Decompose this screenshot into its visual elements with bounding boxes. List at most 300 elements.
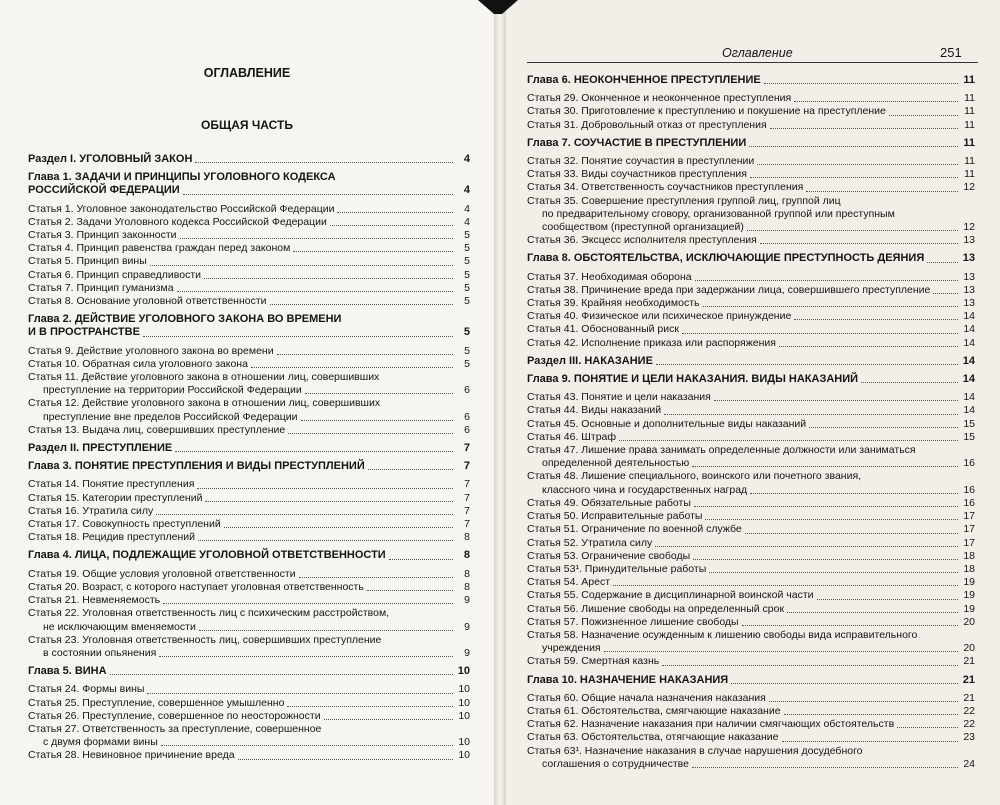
dot-leader: [742, 625, 958, 626]
toc-entry: [527, 92, 975, 105]
toc-page-number: 14: [963, 310, 975, 323]
dot-leader: [287, 706, 453, 707]
toc-entry: [527, 589, 975, 602]
toc-entry: [527, 444, 975, 457]
toc-page-number: 10: [458, 749, 470, 762]
dot-leader: [750, 493, 958, 494]
dot-leader: [238, 759, 453, 760]
toc-entry-text: Статья 61. Обстоятельства, смягчающие наказание: [527, 704, 781, 717]
toc-entry-text: Статья 63. Обстоятельства, отягчающие наказание: [527, 731, 779, 744]
toc-heading-entry: [28, 184, 470, 197]
toc-entry-text: Статья 39. Крайняя необходимость: [527, 297, 700, 310]
toc-page-number: 21: [963, 691, 975, 704]
toc-entry: [28, 621, 470, 634]
toc-entry-text: Статья 54. Арест: [527, 576, 611, 589]
dot-leader: [703, 306, 959, 307]
dot-leader: [664, 414, 958, 415]
toc-page-number: 8: [464, 531, 470, 544]
dot-leader: [787, 612, 958, 613]
toc-entry: [28, 634, 470, 647]
toc-page-number: 8: [463, 549, 470, 562]
toc-page-number: 12: [963, 221, 975, 234]
toc-page-number: 9: [464, 594, 470, 607]
toc-entry: [527, 323, 975, 336]
dot-leader: [809, 427, 958, 428]
dot-leader: [889, 115, 958, 116]
toc-entry-text: Статья 24. Формы вины: [28, 683, 145, 696]
toc-entry-text: Статья 9. Действие уголовного закона во времени: [28, 344, 274, 357]
dot-leader: [204, 278, 453, 279]
toc-entry-text: Статья 28. Невиновное причинение вреда: [28, 749, 235, 762]
toc-page-number: 13: [962, 252, 975, 265]
dot-leader: [205, 501, 453, 502]
toc-entry: [527, 284, 975, 297]
toc-page-number: 7: [464, 504, 470, 517]
toc-entry-text: Статья 7. Принцип гуманизма: [28, 281, 174, 294]
toc-entry-text: учреждения: [542, 642, 601, 655]
dot-leader: [779, 346, 958, 347]
dot-leader: [337, 212, 453, 213]
page-number: 251: [940, 45, 962, 60]
toc-entry-text: Статья 5. Принцип вины: [28, 255, 147, 268]
toc-entry: [28, 723, 470, 736]
toc-page-number: 5: [463, 326, 470, 339]
toc-entry: [527, 297, 975, 310]
toc-entry: [28, 229, 470, 242]
toc-entry: [527, 731, 975, 744]
toc-entry: [527, 195, 975, 208]
dot-leader: [159, 656, 453, 657]
toc-entry-text: Глава 4. ЛИЦА, ПОДЛЕЖАЩИЕ УГОЛОВНОЙ ОТВЕТСТВЕННОСТИ: [28, 549, 386, 562]
toc-entry: [527, 168, 975, 181]
toc-page-number: 14: [963, 336, 975, 349]
toc-entry-text: Статья 12. Действие уголовного закона в отношении лиц, совершивших: [28, 397, 381, 410]
toc-entry: [527, 537, 975, 550]
left-page: [0, 0, 494, 805]
toc-entry-text: Статья 17. Совокупность преступлений: [28, 518, 221, 531]
toc-entry-text: Раздел III. НАКАЗАНИЕ: [527, 354, 653, 367]
dot-leader: [693, 559, 958, 560]
toc-entry-text: соглашения о сотрудничестве: [542, 757, 689, 770]
toc-entry-text: Статья 11. Действие уголовного закона в отношении лиц, совершивших: [28, 371, 380, 384]
toc-entry-text: Статья 25. Преступление, совершенное умышленно: [28, 696, 285, 709]
toc-entry-text: Глава 6. НЕОКОНЧЕННОЕ ПРЕСТУПЛЕНИЕ: [527, 74, 761, 86]
toc-page-number: 5: [464, 229, 470, 242]
dot-leader: [745, 533, 958, 534]
toc-page-number: 14: [962, 373, 975, 386]
toc-entry: [527, 404, 975, 417]
dot-leader: [794, 319, 958, 320]
toc-page-number: 13: [963, 234, 975, 247]
toc-entry: [28, 397, 470, 410]
toc-page-number: 10: [458, 736, 470, 749]
toc-entry-text: Глава 2. ДЕЙСТВИЕ УГОЛОВНОГО ЗАКОНА ВО ВРЕМЕНИ: [28, 313, 342, 326]
toc-page-number: 13: [963, 283, 975, 296]
toc-entry-text: Статья 27. Ответственность за преступление, совершенное: [28, 722, 322, 735]
toc-page-number: 10: [458, 696, 470, 709]
toc-entry: [28, 384, 470, 397]
dot-leader: [197, 488, 453, 489]
dot-leader: [682, 333, 958, 334]
toc-entry: [28, 581, 470, 594]
toc-heading-entry: [28, 171, 470, 184]
dot-leader: [195, 162, 453, 163]
dot-leader: [692, 466, 958, 467]
toc-page-number: 6: [464, 423, 470, 436]
toc-entry: [28, 505, 470, 518]
dot-leader: [301, 420, 453, 421]
toc-entry-text: Статья 59. Смертная казнь: [527, 655, 660, 668]
toc-page-number: 7: [463, 460, 470, 473]
toc-entry: [527, 718, 975, 731]
toc-entry: [28, 749, 470, 762]
dot-leader: [655, 546, 958, 547]
toc-entry: [527, 391, 975, 404]
toc-page-number: 5: [464, 268, 470, 281]
toc-heading-entry: [28, 153, 470, 166]
toc-entry-text: Статья 35. Совершение преступления группой лиц, группой лиц: [527, 194, 841, 207]
toc-page-number: 8: [464, 580, 470, 593]
toc-page-number: 14: [963, 404, 975, 417]
dot-leader: [277, 354, 453, 355]
toc-entry-text: Глава 8. ОБСТОЯТЕЛЬСТВА, ИСКЛЮЧАЮЩИЕ ПРЕСТУПНОСТЬ ДЕЯНИЯ: [527, 252, 925, 265]
dot-leader: [782, 741, 958, 742]
toc-page-number: 11: [964, 118, 975, 131]
toc-heading-entry: [28, 460, 470, 473]
toc-page-number: 23: [963, 731, 975, 744]
toc-entry: [28, 710, 470, 723]
toc-entry-text: по предварительному сговору, организованной группой или преступным: [542, 207, 895, 220]
dot-leader: [389, 559, 453, 560]
toc-entry-text: преступление на территории Российской Федерации: [43, 384, 302, 397]
toc-entry-text: Статья 18. Рецидив преступлений: [28, 531, 196, 544]
toc-page-number: 10: [458, 709, 470, 722]
dot-leader: [770, 128, 958, 129]
toc-entry: [28, 203, 470, 216]
toc-heading-entry: [28, 313, 470, 326]
toc-page-number: 8: [464, 567, 470, 580]
toc-entry-text: Статья 50. Исправительные работы: [527, 510, 703, 523]
toc-entry-text: Статья 19. Общие условия уголовной ответственности: [28, 567, 296, 580]
toc-entry-text: Статья 62. Назначение наказания при наличии смягчающих обстоятельств: [527, 718, 895, 731]
dot-leader: [175, 451, 453, 452]
toc-page-number: 17: [963, 536, 975, 549]
toc-page-number: 19: [963, 576, 975, 589]
toc-entry-text: Статья 38. Причинение вреда при задержании лица, совершившего преступление: [527, 283, 931, 296]
toc-entry: [527, 642, 975, 655]
toc-page-number: 16: [963, 483, 975, 496]
toc-entry: [527, 119, 975, 132]
toc-entry: [28, 492, 470, 505]
toc-page-number: 11: [964, 155, 975, 168]
toc-page-number: 15: [963, 417, 975, 430]
dot-leader: [613, 585, 958, 586]
dot-leader: [749, 146, 958, 147]
toc-heading-entry: [28, 549, 470, 562]
toc-heading-entry: [527, 137, 975, 150]
toc-entry-text: Статья 58. Назначение осужденным к лишению свободы вида исправительного: [527, 628, 918, 641]
dot-leader: [760, 243, 958, 244]
toc-entry-text: И В ПРОСТРАНСТВЕ: [28, 326, 140, 339]
toc-page-number: 4: [464, 202, 470, 215]
part-title: ОБЩАЯ ЧАСТЬ: [201, 118, 293, 132]
toc-entry-text: Статья 53¹. Принудительные работы: [527, 562, 707, 575]
toc-entry-text: Статья 41. Обоснованный риск: [527, 323, 679, 336]
toc-entry: [527, 470, 975, 483]
toc-page-number: 9: [464, 646, 470, 659]
dot-leader: [784, 714, 958, 715]
dot-leader: [709, 572, 958, 573]
dot-leader: [324, 719, 453, 720]
toc-entry-text: Статья 46. Штраф: [527, 430, 617, 443]
toc-entry-text: Статья 21. Невменяемость: [28, 594, 161, 607]
toc-page-number: 11: [964, 168, 975, 181]
dot-leader: [750, 177, 958, 178]
toc-page-number: 19: [963, 602, 975, 615]
dot-leader: [180, 238, 453, 239]
toc-entry-text: Статья 34. Ответственность соучастников преступления: [527, 181, 804, 194]
dot-leader: [143, 336, 453, 337]
toc-page-number: 11: [963, 136, 975, 149]
toc-page-number: 16: [963, 457, 975, 470]
dot-leader: [299, 577, 453, 578]
toc-entry: [527, 431, 975, 444]
toc-entry-text: Статья 44. Виды наказаний: [527, 404, 662, 417]
dot-leader: [183, 194, 453, 195]
dot-leader: [177, 291, 453, 292]
toc-entry: [28, 736, 470, 749]
toc-entry-text: классного чина и государственных наград: [542, 483, 748, 496]
dot-leader: [897, 727, 958, 728]
toc-page-number: 6: [464, 384, 470, 397]
toc-page-number: 18: [963, 549, 975, 562]
dot-leader: [861, 382, 958, 383]
toc-entry: [28, 242, 470, 255]
toc-page-number: 19: [963, 589, 975, 602]
dot-leader: [163, 603, 453, 604]
dot-leader: [817, 599, 958, 600]
dot-leader: [156, 514, 453, 515]
dot-leader: [198, 540, 453, 541]
toc-entry: [28, 594, 470, 607]
toc-page-number: 5: [464, 344, 470, 357]
dot-leader: [731, 683, 958, 684]
toc-entry-text: Статья 14. Понятие преступления: [28, 478, 195, 491]
toc-entry-text: Статья 32. Понятие соучастия в преступлении: [527, 155, 755, 168]
dot-leader: [330, 225, 453, 226]
dot-leader: [656, 364, 958, 365]
dot-leader: [933, 293, 958, 294]
toc-entry: [28, 531, 470, 544]
toc-entry: [527, 692, 975, 705]
toc-page-number: 11: [963, 74, 975, 86]
dot-leader: [604, 651, 958, 652]
toc-page-number: 10: [457, 665, 470, 678]
toc-entry-text: РОССИЙСКОЙ ФЕДЕРАЦИИ: [28, 184, 180, 197]
toc-page-number: 5: [464, 281, 470, 294]
toc-entry: [527, 271, 975, 284]
toc-page-number: 21: [963, 655, 975, 668]
toc-entry-text: с двумя формами вины: [43, 736, 158, 749]
toc-entry: [527, 629, 975, 642]
toc-entry: [527, 655, 975, 668]
toc-entry-text: Глава 10. НАЗНАЧЕНИЕ НАКАЗАНИЯ: [527, 673, 729, 686]
toc-entry-text: Статья 26. Преступление, совершенное по неосторожности: [28, 709, 321, 722]
dot-leader: [367, 590, 453, 591]
toc-entry-text: Статья 31. Добровольный отказ от преступления: [527, 118, 767, 131]
dot-leader: [293, 251, 453, 252]
toc-page-number: 13: [963, 297, 975, 310]
toc-entry-text: Раздел II. ПРЕСТУПЛЕНИЕ: [28, 442, 173, 455]
toc-entry: [527, 576, 975, 589]
toc-page-number: 15: [963, 430, 975, 443]
toc-entry: [527, 155, 975, 168]
dot-leader: [110, 674, 453, 675]
toc-entry: [527, 550, 975, 563]
toc-entry: [527, 603, 975, 616]
toc-entry-text: Глава 7. СОУЧАСТИЕ В ПРЕСТУПЛЕНИИ: [527, 136, 747, 149]
dot-leader: [199, 630, 453, 631]
toc-entry: [527, 510, 975, 523]
dot-leader: [662, 665, 958, 666]
toc-entry: [527, 310, 975, 323]
toc-page-number: 20: [963, 642, 975, 655]
toc-entry-text: Статья 57. Пожизненное лишение свободы: [527, 615, 739, 628]
toc-entry: [28, 518, 470, 531]
toc-entry: [28, 216, 470, 229]
toc-heading-entry: [28, 665, 470, 678]
toc-entry: [527, 234, 975, 247]
toc-entry: [527, 523, 975, 536]
toc-entry: [28, 295, 470, 308]
toc-entry-text: Статья 23. Уголовная ответственность лиц, совершивших преступление: [28, 633, 382, 646]
toc-page-number: 4: [463, 184, 470, 197]
toc-page-number: 5: [464, 242, 470, 255]
toc-page-number: 17: [963, 523, 975, 536]
toc-page-number: 24: [963, 757, 975, 770]
toc-page-number: 10: [458, 683, 470, 696]
toc-page-number: 18: [963, 562, 975, 575]
toc-entry-text: Статья 48. Лишение специального, воинского или почетного звания,: [527, 470, 862, 483]
dot-leader: [927, 262, 958, 263]
toc-entry: [28, 478, 470, 491]
toc-entry: [527, 457, 975, 470]
toc-entry-text: Статья 4. Принцип равенства граждан перед законом: [28, 242, 291, 255]
toc-entry-text: Глава 1. ЗАДАЧИ И ПРИНЦИПЫ УГОЛОВНОГО КОДЕКСА: [28, 171, 336, 184]
dot-leader: [270, 304, 453, 305]
dot-leader: [769, 701, 958, 702]
toc-page-number: 12: [963, 181, 975, 194]
toc-entry: [527, 221, 975, 234]
dot-leader: [692, 767, 958, 768]
toc-heading-entry: [28, 442, 470, 455]
toc-page-number: 6: [464, 410, 470, 423]
toc-page-number: 11: [964, 105, 975, 118]
toc-entry: [527, 337, 975, 350]
toc-list-right: [527, 74, 975, 771]
toc-page-number: 14: [963, 323, 975, 336]
dot-leader: [764, 83, 958, 84]
toc-entry-text: не исключающим вменяемости: [43, 620, 196, 633]
toc-entry-text: Статья 13. Выдача лиц, совершивших преступление: [28, 423, 286, 436]
dot-leader: [251, 367, 453, 368]
header-rule: [527, 62, 978, 63]
toc-page-number: 14: [963, 391, 975, 404]
toc-entry-text: Статья 56. Лишение свободы на определенный срок: [527, 602, 785, 615]
toc-entry-text: Статья 52. Утратила силу: [527, 536, 653, 549]
toc-entry: [28, 255, 470, 268]
toc-entry-text: Глава 9. ПОНЯТИЕ И ЦЕЛИ НАКАЗАНИЯ. ВИДЫ НАКАЗАНИЙ: [527, 373, 859, 386]
toc-entry-text: Статья 51. Ограничение по военной службе: [527, 523, 742, 536]
toc-entry-text: Статья 36. Эксцесс исполнителя преступления: [527, 234, 757, 247]
toc-entry-text: Статья 33. Виды соучастников преступления: [527, 168, 747, 181]
toc-page-number: 7: [464, 518, 470, 531]
toc-page-number: 22: [963, 704, 975, 717]
toc-entry-text: Статья 6. Принцип справедливости: [28, 268, 201, 281]
toc-entry-text: Статья 60. Общие начала назначения наказания: [527, 691, 766, 704]
toc-entry: [28, 345, 470, 358]
toc-entry-text: Статья 3. Принцип законности: [28, 229, 177, 242]
toc-page-number: 5: [464, 295, 470, 308]
toc-page-number: 13: [963, 270, 975, 283]
toc-entry-text: Статья 45. Основные и дополнительные виды наказаний: [527, 417, 807, 430]
toc-entry-text: Статья 55. Содержание в дисциплинарной воинской части: [527, 589, 814, 602]
toc-entry-text: Статья 37. Необходимая оборона: [527, 270, 692, 283]
toc-entry-text: Статья 43. Понятие и цели наказания: [527, 391, 711, 404]
toc-list-left: [28, 148, 470, 763]
toc-entry: [527, 616, 975, 629]
toc-page-number: 4: [463, 153, 470, 165]
dot-leader: [747, 230, 958, 231]
toc-heading-entry: [527, 674, 975, 687]
toc-page-number: 7: [463, 442, 470, 455]
toc-entry: [28, 371, 470, 384]
dot-leader: [695, 280, 958, 281]
dot-leader: [161, 745, 453, 746]
toc-entry: [28, 568, 470, 581]
toc-entry: [527, 745, 975, 758]
toc-entry: [527, 758, 975, 771]
toc-entry: [28, 358, 470, 371]
dot-leader: [368, 469, 453, 470]
dot-leader: [224, 527, 453, 528]
toc-entry-text: сообществом (преступной организацией): [542, 221, 744, 234]
running-title: Оглавление: [722, 46, 793, 60]
toc-entry-text: Статья 22. Уголовная ответственность лиц с психическим расстройством,: [28, 607, 390, 620]
page-title: ОГЛАВЛЕНИЕ: [203, 66, 291, 80]
toc-heading-entry: [527, 252, 975, 265]
toc-entry-text: Статья 63¹. Назначение наказания в случае нарушения досудебного: [527, 744, 863, 757]
toc-entry-text: определенной деятельностью: [542, 457, 690, 470]
dot-leader: [705, 519, 958, 520]
toc-entry-text: Глава 5. ВИНА: [28, 665, 107, 678]
toc-entry-text: Статья 15. Категории преступлений: [28, 491, 203, 504]
dot-leader: [714, 400, 958, 401]
toc-heading-entry: [527, 74, 975, 87]
toc-entry: [28, 282, 470, 295]
toc-entry: [527, 181, 975, 194]
toc-entry: [527, 208, 975, 221]
toc-entry: [527, 563, 975, 576]
toc-entry-text: Глава 3. ПОНЯТИЕ ПРЕСТУПЛЕНИЯ И ВИДЫ ПРЕСТУПЛЕНИЙ: [28, 460, 365, 473]
toc-entry: [527, 105, 975, 118]
toc-entry: [527, 484, 975, 497]
toc-entry: [28, 607, 470, 620]
toc-entry-text: Статья 20. Возраст, с которого наступает уголовная ответственность: [28, 580, 364, 593]
toc-page-number: 22: [963, 718, 975, 731]
toc-entry: [527, 705, 975, 718]
toc-page-number: 5: [464, 357, 470, 370]
